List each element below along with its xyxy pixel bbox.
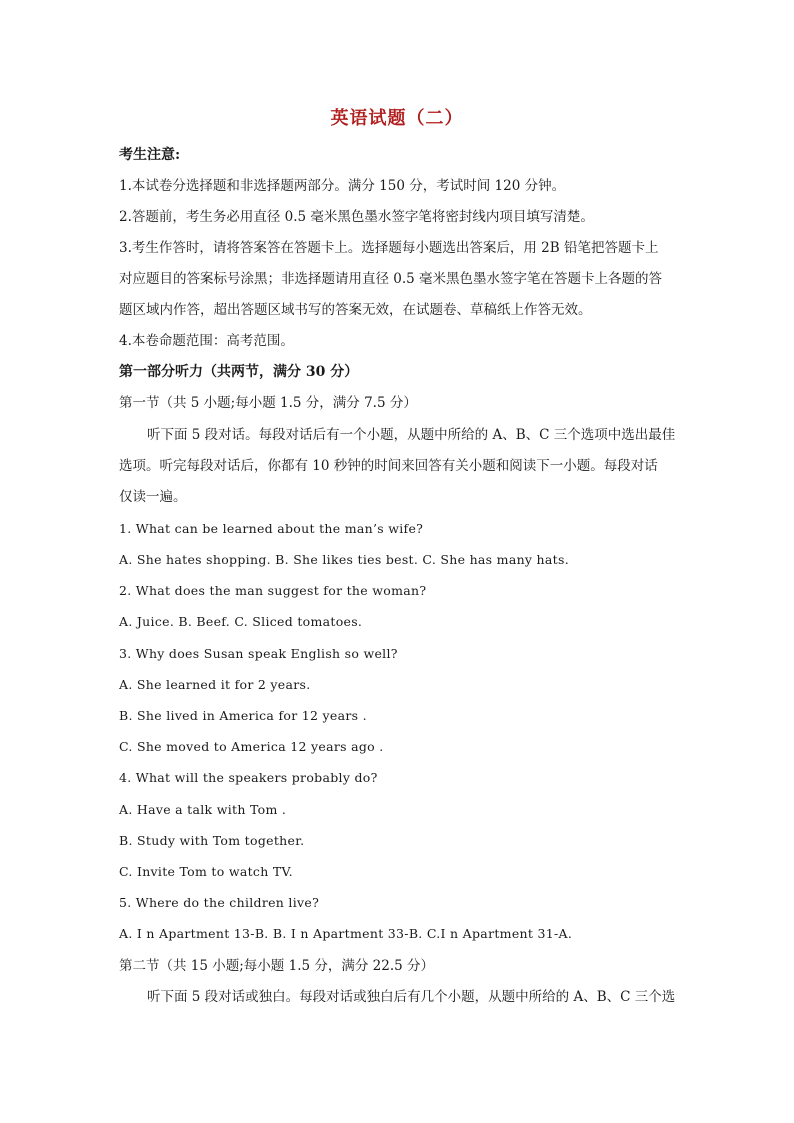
section1-instruction: 仅读一遍。 <box>119 489 187 505</box>
section1-instruction: 听下面 5 段对话。每段对话后有一个小题，从题中所给的 A、B、C 三个选项中选出最佳 <box>147 427 676 443</box>
notice-line: 3.考生作答时，请将答案答在答题卡上。选择题每小题选出答案后，用 2B 铅笔把答题卡上 <box>119 240 659 256</box>
question-line: 4. What will the speakers probably do? <box>119 770 378 785</box>
notice-line: 题区域内作答，超出答题区域书写的答案无效，在试题卷、草稿纸上作答无效。 <box>119 302 592 318</box>
section2-heading: 第二节（共 15 小题;每小题 1.5 分，满分 22.5 分） <box>119 958 435 974</box>
question-line: 2. What does the man suggest for the woman? <box>119 583 427 598</box>
notice-line: 4.本卷命题范围：高考范围。 <box>119 333 294 349</box>
option-line: A. Juice. B. Beef. C. Sliced tomatoes. <box>119 614 363 629</box>
part1-heading: 第一部分听力（共两节，满分 30 分） <box>119 364 359 380</box>
option-line: A. I n Apartment 13-B. B. I n Apartment 33-B. C.I n Apartment 31-A. <box>119 926 573 941</box>
question-line: 3. Why does Susan speak English so well? <box>119 646 398 661</box>
notice-line: 对应题目的答案标号涂黑；非选择题请用直径 0.5 毫米黑色墨水签字笔在答题卡上各题的答 <box>119 271 663 287</box>
notice-line: 2.答题前，考生务必用直径 0.5 毫米黑色墨水签字笔将密封线内项目填写清楚。 <box>119 209 594 225</box>
option-line: A. She learned it for 2 years. <box>119 677 311 692</box>
question-line: 5. Where do the children live? <box>119 895 320 910</box>
section2-instruction: 听下面 5 段对话或独白。每段对话或独白后有几个小题，从题中所给的 A、B、C 三个选 <box>147 989 676 1005</box>
option-line: C. Invite Tom to watch TV. <box>119 864 293 879</box>
option-line: C. She moved to America 12 years ago . <box>119 739 384 754</box>
notice-line: 1.本试卷分选择题和非选择题两部分。满分 150 分，考试时间 120 分钟。 <box>119 178 566 194</box>
option-line: A. She hates shopping. B. She likes ties best. C. She has many hats. <box>119 552 569 567</box>
section1-heading: 第一节（共 5 小题;每小题 1.5 分，满分 7.5 分） <box>119 395 417 411</box>
question-line: 1. What can be learned about the man’s wife? <box>119 521 424 536</box>
option-line: B. Study with Tom together. <box>119 833 305 848</box>
option-line: A. Have a talk with Tom . <box>119 802 287 817</box>
notice-heading: 考生注意: <box>119 147 181 163</box>
option-line: B. She lived in America for 12 years . <box>119 708 367 723</box>
section1-instruction: 选项。听完每段对话后，你都有 10 秒钟的时间来回答有关小题和阅读下一小题。每段对话 <box>119 458 658 474</box>
page-title: 英语试题（二） <box>330 108 464 129</box>
